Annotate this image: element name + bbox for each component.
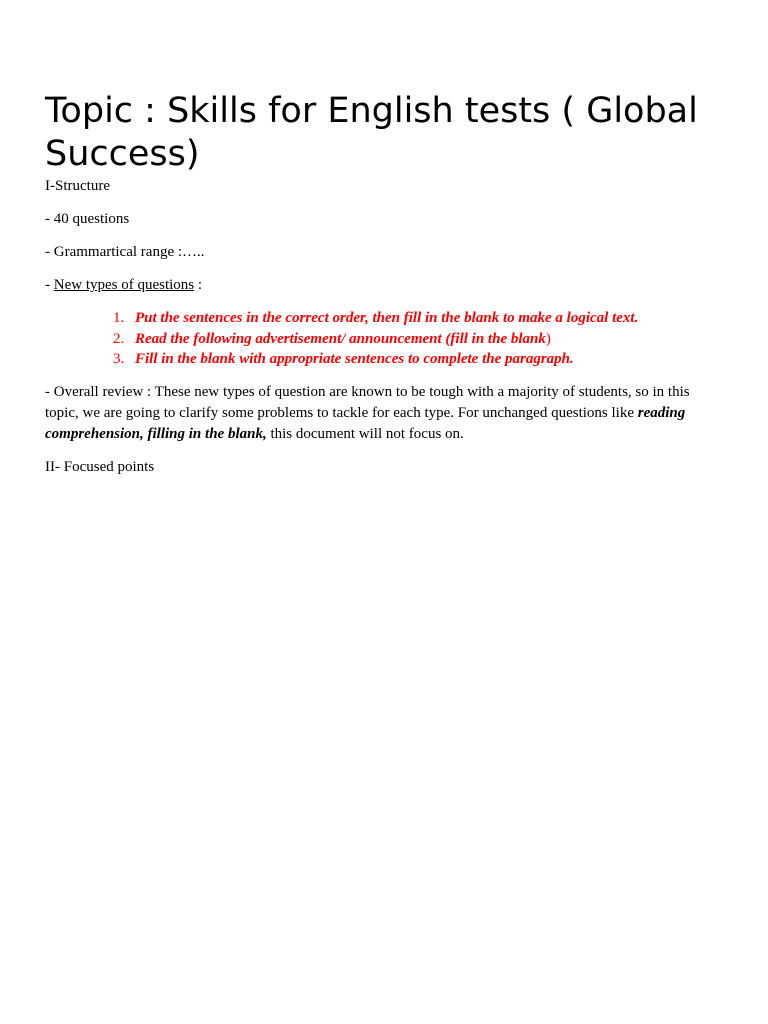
list-item-text: Put the sentences in the correct order, then fill in the blank to make a logical text.	[135, 310, 639, 326]
list-item-number: 2.	[113, 330, 125, 347]
section-heading-focused-points: II- Focused points	[45, 458, 155, 475]
overall-review-paragraph	[45, 382, 725, 445]
list-item-number: 3.	[113, 351, 125, 367]
bullet-question-count: - 40 questions	[45, 211, 130, 227]
list-item-number: 1.	[113, 310, 125, 326]
bullet-new-types	[45, 275, 725, 296]
new-types-prefix: -	[45, 277, 54, 293]
document-title: Topic : Skills for English tests ( Global Success)	[45, 91, 698, 174]
list-item	[45, 308, 725, 329]
overview-end: this document will not focus on.	[266, 425, 464, 442]
bullet-grammatical-range: - Grammartical range :…..	[45, 244, 205, 260]
list-item-text: Read the following advertisement/ announcement (fill in the blank	[135, 330, 546, 347]
list-item-tail: )	[545, 330, 551, 347]
list-item	[45, 349, 725, 370]
list-item	[45, 329, 725, 350]
overview-intro: - Overall review : These new types of question are known to be tough with a majority of students, so in this topic, we are going to clarify some problems to tackle for each type. For unchanged questions like	[45, 383, 690, 421]
document-page	[45, 90, 725, 478]
list-item-text: Fill in the blank with appropriate sentences to complete the paragraph.	[135, 351, 574, 367]
question-types-list	[45, 308, 725, 370]
new-types-label: New types of questions	[53, 277, 195, 293]
overview-emphasis: reading comprehension, filling in the blank,	[45, 404, 686, 442]
section-heading-structure: I-Structure	[45, 178, 110, 194]
new-types-suffix: :	[194, 277, 203, 293]
